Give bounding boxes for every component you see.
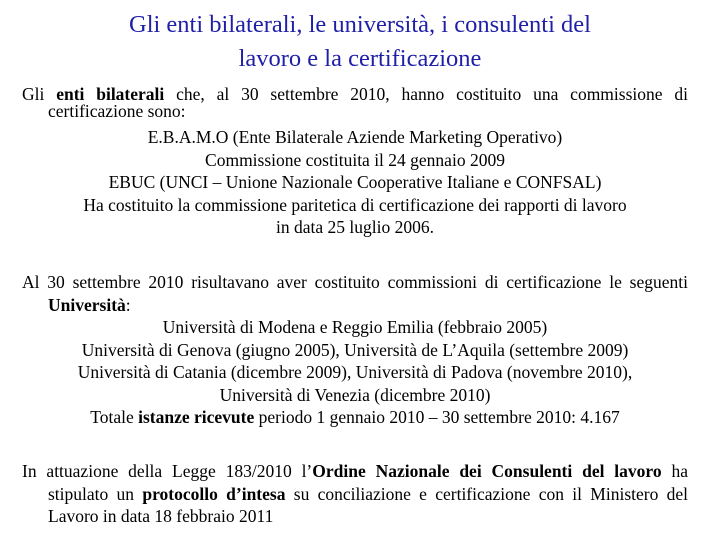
- section3-bold-b: protocollo d’intesa: [142, 483, 286, 504]
- section1-line: EBUC (UNCI – Unione Nazionale Cooperative Italiane e CONFSAL): [108, 172, 602, 192]
- section3-text-b: ha stipulato un: [48, 461, 688, 504]
- section2-total: [22, 406, 688, 429]
- section1-intro-pre: Gli: [22, 84, 57, 104]
- section2-line: Università di Venezia (dicembre 2010): [219, 384, 491, 405]
- section2-line: Università di Genova (giugno 2005), Università de L’Aquila (settembre 2009): [81, 339, 629, 360]
- section1-intro-bold: enti bilaterali: [56, 84, 165, 104]
- section2-intro-post: :: [125, 294, 131, 315]
- title-line-1: Gli enti bilaterali, le università, i consulenti del: [129, 11, 591, 38]
- section1-line: E.B.A.M.O (Ente Bilaterale Aziende Marketing Operativo): [147, 127, 563, 147]
- section2-intro-pre: Al 30 settembre 2010 risultavano aver costituito commissioni di certificazione le seguenti: [22, 272, 688, 292]
- section2-intro: [22, 271, 688, 316]
- section3-text-c: su conciliazione e certificazione con il Ministero del Lavoro in data 18 febbraio 2011: [48, 483, 688, 526]
- section2-intro-bold: Università: [48, 294, 126, 315]
- section-universita: [22, 271, 688, 429]
- title-line-2: lavoro e la certificazione: [238, 45, 482, 72]
- section2-total-pre: Totale: [90, 407, 139, 427]
- section-consulenti-lavoro: [22, 460, 688, 528]
- section2-total-post: periodo 1 gennaio 2010 – 30 settembre 2010: 4.167: [254, 407, 620, 427]
- section3-bold-a: Ordine Nazionale dei Consulenti del lavoro: [312, 461, 662, 481]
- section3-text-a: In attuazione della Legge 183/2010 l’: [22, 461, 313, 481]
- section1-intro-post: che, al 30 settembre 2010, hanno costituito una commissione di certificazione sono:: [48, 84, 688, 121]
- section1-line: in data 25 luglio 2006.: [276, 217, 434, 237]
- section2-total-bold: istanze ricevute: [138, 407, 255, 427]
- section1-line: Commissione costituita il 24 gennaio 2009: [205, 149, 505, 170]
- slide-title: [40, 8, 680, 76]
- section2-lines: [22, 316, 688, 429]
- section2-line: Università di Modena e Reggio Emilia (febbraio 2005): [162, 317, 548, 337]
- section1-lines: [22, 126, 688, 239]
- section-enti-bilaterali: [22, 86, 688, 239]
- section1-intro: [22, 86, 688, 120]
- section1-line: Ha costituito la commissione paritetica di certificazione dei rapporti di lavoro: [83, 194, 627, 215]
- section2-line: Università di Catania (dicembre 2009), Università di Padova (novembre 2010),: [77, 362, 633, 382]
- section3-text: [22, 460, 688, 528]
